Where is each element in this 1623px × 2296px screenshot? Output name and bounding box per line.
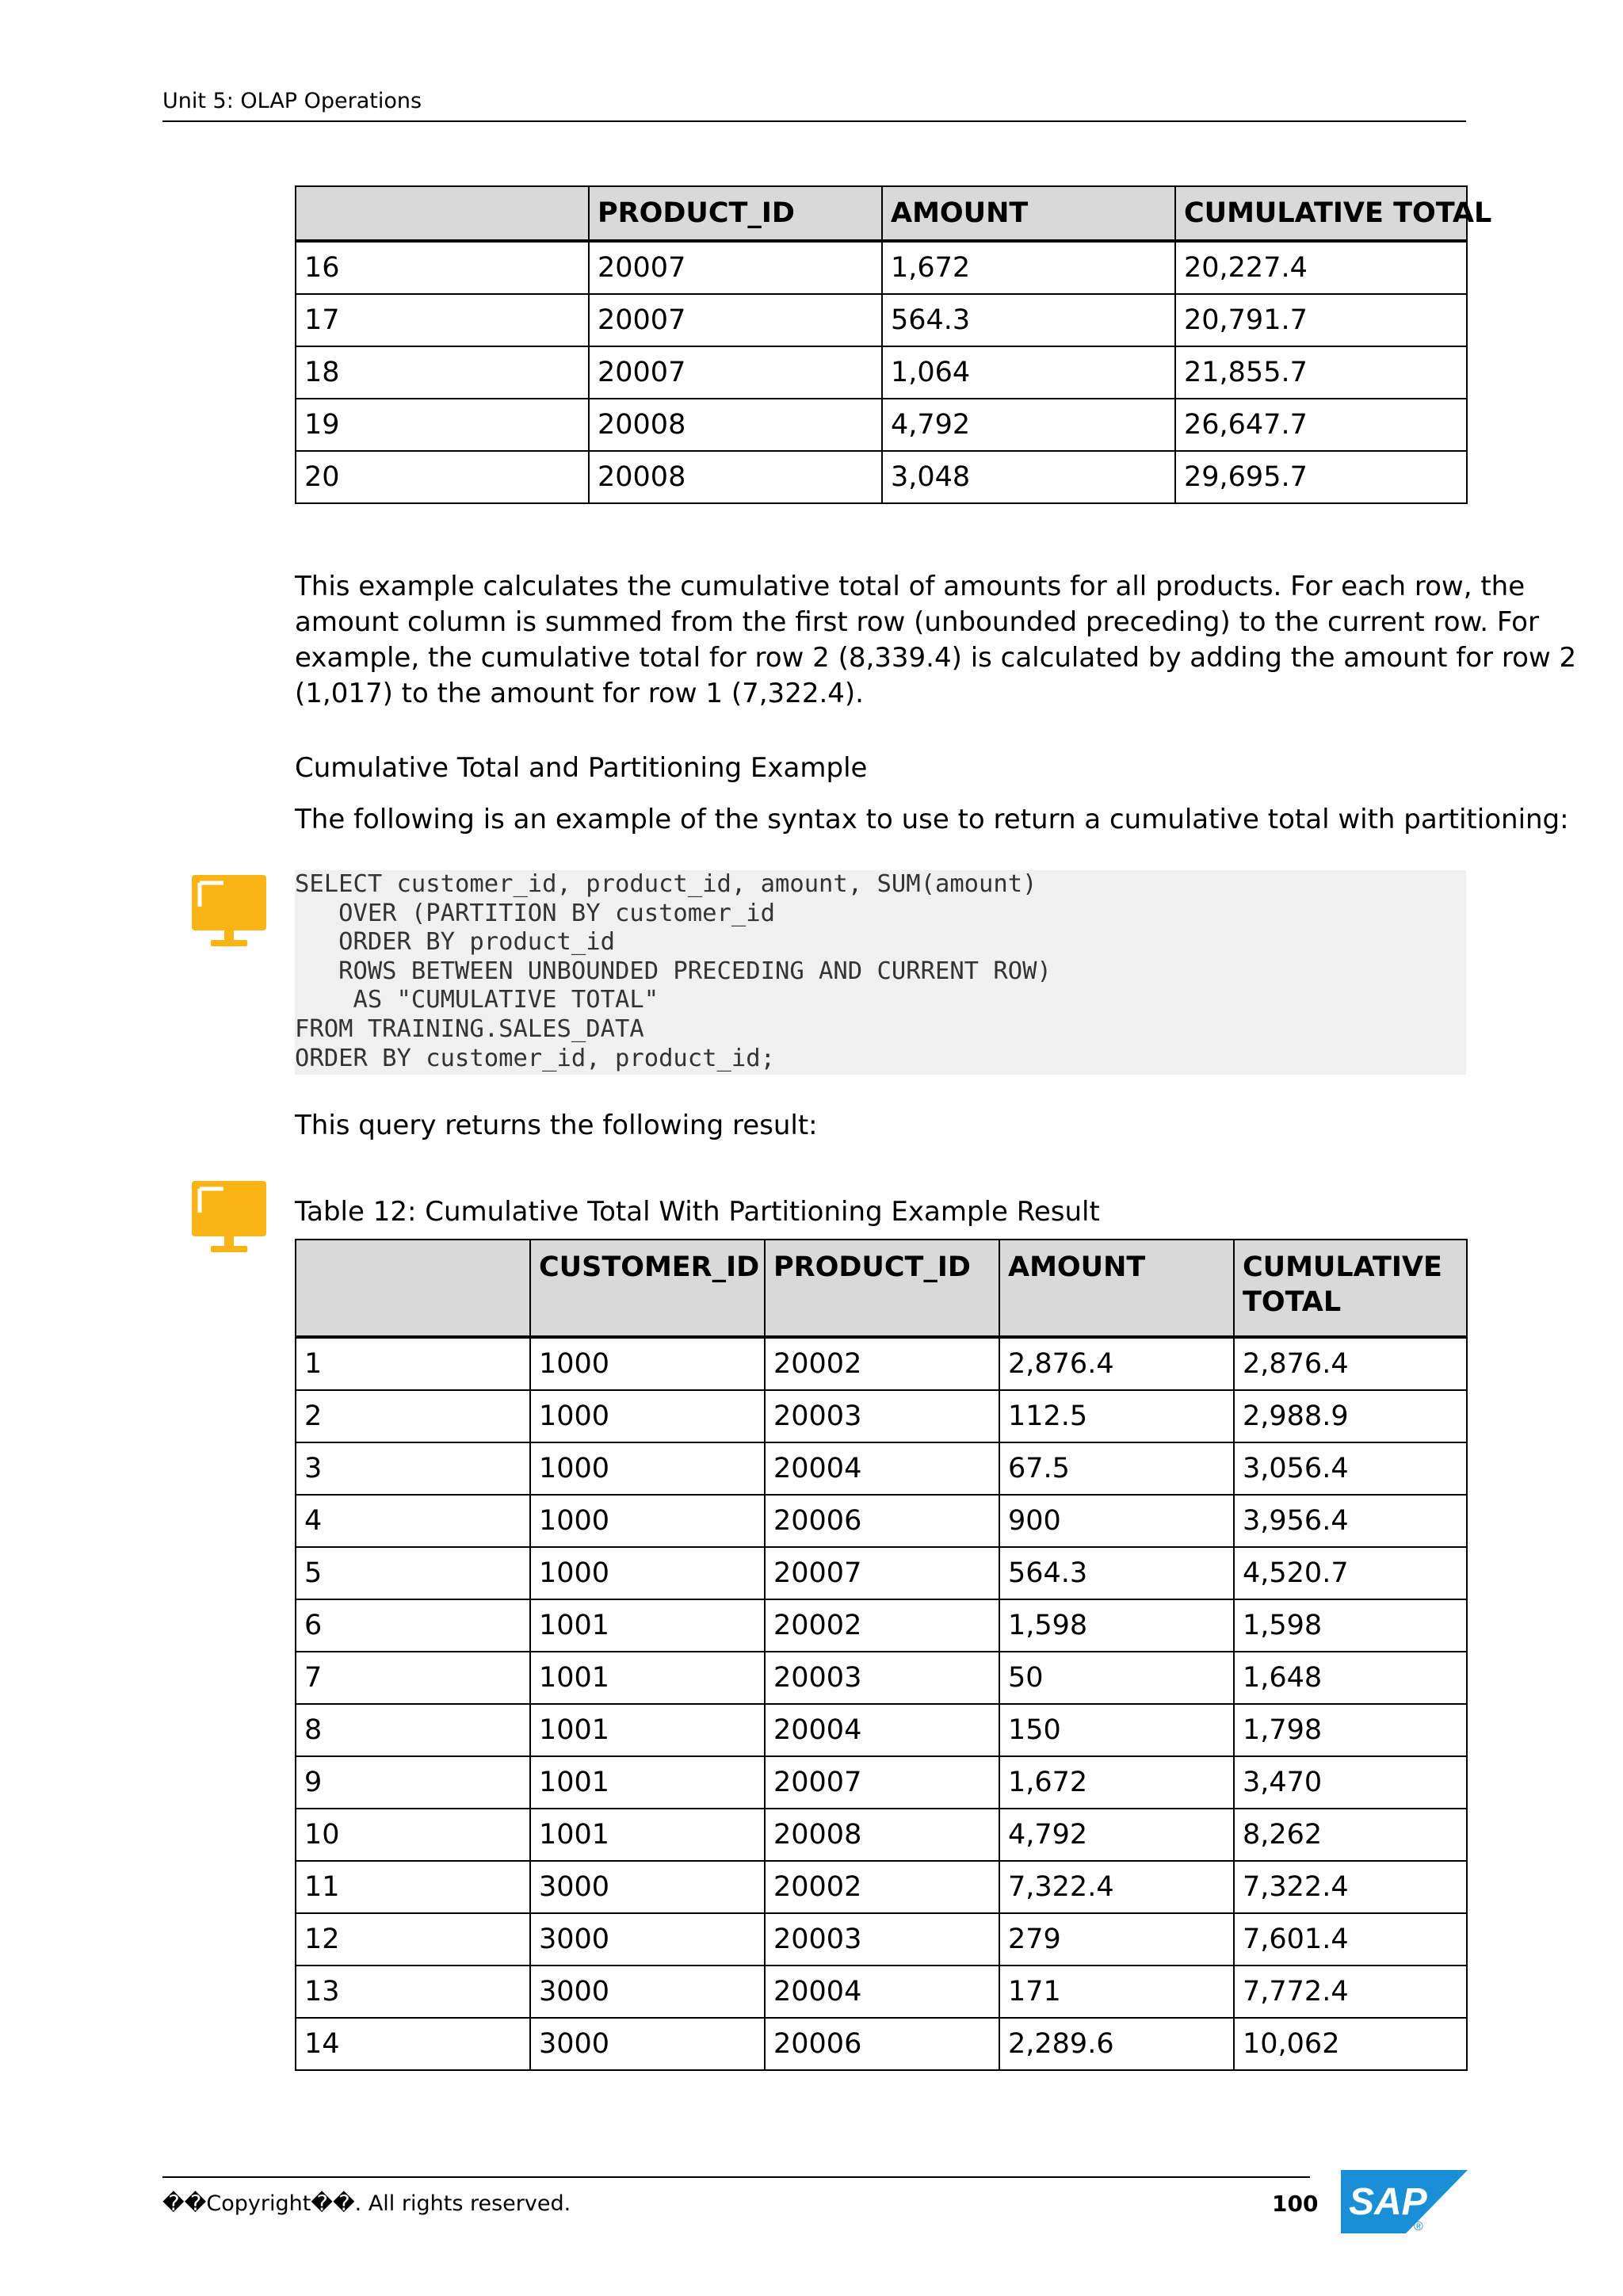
table-row [296,1913,1467,1966]
table-cell: 7,772.4 [1234,1966,1467,2018]
table-cell: 20007 [589,346,882,399]
table-cell: 1001 [530,1809,765,1861]
table-cell: 1,672 [882,241,1175,294]
code-text: SELECT customer_id, product_id, amount, SUM(amount) OVER (PARTITION BY customer_id ORDER BY product_id ROWS BETWEEN UNBOUNDED PRECEDING AND CURRENT ROW) AS "CUMULATIVE TOTAL" FROM TRAINING.SALES_DATA ORDER BY customer_id, product_id; [295,870,1052,1072]
table-cell: 13 [296,1966,530,2018]
table-cell: 14 [296,2018,530,2070]
table-cell: 3,056.4 [1234,1442,1467,1495]
table-cell: 9 [296,1756,530,1809]
table-cell: 150 [999,1704,1234,1756]
explanation-paragraph: This example calculates the cumulative total of amounts for all products. For each row, the amount column is summed from the first row (unbounded preceding) to the current row. For example, the cumulative total for row 2 (8,339.4) is calculated by adding the amount for row 2 (1,017) to the amount for row 1 (7,322.4). [295,571,1577,709]
table-cell: 20008 [765,1809,999,1861]
table-cell: 20007 [765,1756,999,1809]
registered-mark: ® [1414,2220,1423,2233]
table-cell: 4,520.7 [1234,1547,1467,1599]
table-cell: 3,956.4 [1234,1495,1467,1547]
table-cell: 20004 [765,1704,999,1756]
table-row [296,241,1467,294]
table-row [296,1337,1467,1390]
running-header: Unit 5: OLAP Operations [162,89,422,113]
table-row [296,1809,1467,1861]
table-row [296,1495,1467,1547]
table-cell: 4 [296,1495,530,1547]
table-cell: 5 [296,1547,530,1599]
table-row [296,1704,1467,1756]
table-cell: 564.3 [882,294,1175,346]
table-cell: 3000 [530,1913,765,1966]
table-cell: 2,876.4 [999,1337,1234,1390]
table-header-row [296,186,1467,241]
table-row [296,346,1467,399]
table-cell: 20003 [765,1652,999,1704]
table-cell: 1,064 [882,346,1175,399]
table-cell: 1001 [530,1704,765,1756]
table-cell: 21,855.7 [1175,346,1467,399]
intro-paragraph: The following is an example of the syntax to use to return a cumulative total with partitioning: [295,804,1569,835]
table-cell: 1000 [530,1547,765,1599]
table-cell: 2 [296,1390,530,1442]
table-row [296,294,1467,346]
table-cell: 279 [999,1913,1234,1966]
table-cell: 20004 [765,1966,999,2018]
column-header: CUMULATIVE TOTAL [1175,186,1467,241]
table-cell: 67.5 [999,1442,1234,1495]
table-row [296,2018,1467,2070]
table-cell: 1000 [530,1390,765,1442]
code-block [295,870,1466,1075]
table-cell: 171 [999,1966,1234,2018]
header-rule [162,120,1466,122]
table-cell: 50 [999,1652,1234,1704]
table-cell: 11 [296,1861,530,1913]
table-cell: 20007 [765,1547,999,1599]
table-cell: 1,672 [999,1756,1234,1809]
table-cell: 1001 [530,1599,765,1652]
table-cell: 18 [296,346,589,399]
table-cell: 26,647.7 [1175,399,1467,451]
table-cell: 3000 [530,1861,765,1913]
table-cell: 2,289.6 [999,2018,1234,2070]
column-header: PRODUCT_ID [589,186,882,241]
table-row [296,1547,1467,1599]
table-cell: 29,695.7 [1175,451,1467,503]
table-cell: 2,988.9 [1234,1390,1467,1442]
table-cell: 20008 [589,451,882,503]
page-number: 100 [1272,2191,1319,2217]
column-header: AMOUNT [882,186,1175,241]
section-heading: Cumulative Total and Partitioning Example [295,752,868,784]
table-cell: 1 [296,1337,530,1390]
table-row [296,399,1467,451]
cumulative-total-table [295,185,1492,504]
table-cell: 20004 [765,1442,999,1495]
table-row [296,451,1467,503]
table-cell: 3000 [530,1966,765,2018]
table-row [296,1599,1467,1652]
table-cell: 20002 [765,1599,999,1652]
column-header [296,1240,530,1337]
table-cell: 16 [296,241,589,294]
table-cell: 1,798 [1234,1704,1467,1756]
table-cell: 1,598 [999,1599,1234,1652]
table-cell: 20007 [589,294,882,346]
table-cell: 8 [296,1704,530,1756]
table-row [296,1756,1467,1809]
table-cell: 20002 [765,1337,999,1390]
table-header-row [296,1240,1467,1337]
column-header: CUSTOMER_ID [530,1240,765,1337]
table-cell: 20 [296,451,589,503]
table-cell: 20006 [765,1495,999,1547]
table-cell: 20003 [765,1913,999,1966]
table-cell: 2,876.4 [1234,1337,1467,1390]
table-cell: 1001 [530,1756,765,1809]
sap-logo-text: SAP [1349,2181,1427,2223]
table-row [296,1442,1467,1495]
table-cell: 3,048 [882,451,1175,503]
table-cell: 20,791.7 [1175,294,1467,346]
table-cell: 20006 [765,2018,999,2070]
table-caption: Table 12: Cumulative Total With Partitioning Example Result [295,1196,1100,1228]
table-cell: 20002 [765,1861,999,1913]
table-cell: 17 [296,294,589,346]
table-cell: 10 [296,1809,530,1861]
column-header: CUMULATIVE TOTAL [1234,1240,1467,1337]
column-header [296,186,589,241]
table-cell: 1000 [530,1495,765,1547]
table-cell: 10,062 [1234,2018,1467,2070]
table-row [296,1652,1467,1704]
result-intro-paragraph: This query returns the following result: [295,1110,818,1141]
table-row [296,1861,1467,1913]
table-cell: 20008 [589,399,882,451]
table-cell: 8,262 [1234,1809,1467,1861]
table-cell: 112.5 [999,1390,1234,1442]
partitioned-cumulative-total-table [295,1239,1468,2071]
table-cell: 20,227.4 [1175,241,1467,294]
table-cell: 3,470 [1234,1756,1467,1809]
table-row [296,1390,1467,1442]
table-cell: 7 [296,1652,530,1704]
table-cell: 4,792 [999,1809,1234,1861]
sap-logo [1341,2170,1468,2233]
table-cell: 3000 [530,2018,765,2070]
column-header: PRODUCT_ID [765,1240,999,1337]
table-cell: 3 [296,1442,530,1495]
table-cell: 7,322.4 [999,1861,1234,1913]
table-cell: 564.3 [999,1547,1234,1599]
table-cell: 19 [296,399,589,451]
table-cell: 900 [999,1495,1234,1547]
column-header: AMOUNT [999,1240,1234,1337]
table-cell: 1001 [530,1652,765,1704]
monitor-icon [190,873,268,951]
table-cell: 1000 [530,1442,765,1495]
table-cell: 12 [296,1913,530,1966]
footer-rule [162,2176,1310,2178]
table-cell: 1000 [530,1337,765,1390]
table-cell: 20003 [765,1390,999,1442]
table-cell: 7,601.4 [1234,1913,1467,1966]
table-cell: 1,648 [1234,1652,1467,1704]
table-cell: 20007 [589,241,882,294]
table-cell: 4,792 [882,399,1175,451]
copyright-notice: ��Copyright��. All rights reserved. [162,2191,571,2216]
table-row [296,1966,1467,2018]
table-cell: 6 [296,1599,530,1652]
table-cell: 7,322.4 [1234,1861,1467,1913]
table-cell: 1,598 [1234,1599,1467,1652]
monitor-icon [190,1179,268,1257]
